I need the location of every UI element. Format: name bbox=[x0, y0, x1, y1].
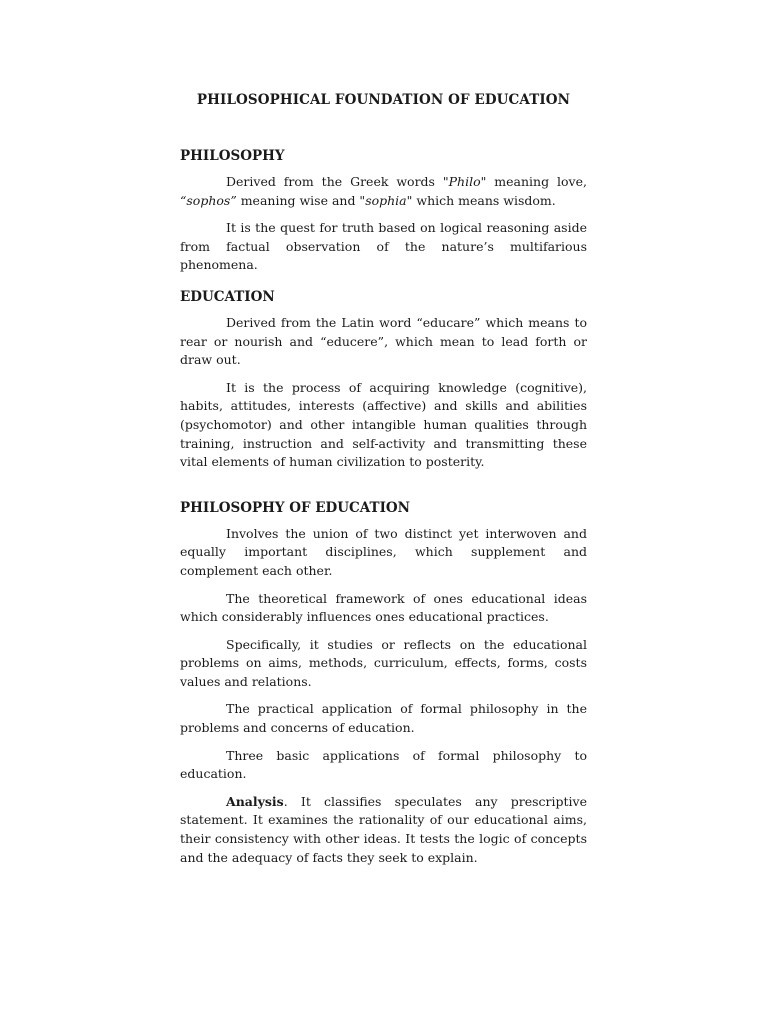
poe-paragraph-analysis: Analysis. It classifies speculates any prescriptive statement. It examines the rationality of our educational aims, their consistency with other ideas. It tests the logic of concepts and the adequacy of facts they seek to explain. bbox=[180, 793, 587, 865]
heading-education: EDUCATION bbox=[180, 288, 275, 305]
term-sophia: sophia bbox=[365, 192, 407, 208]
term-analysis: Analysis bbox=[226, 793, 284, 809]
heading-philosophy-of-education: PHILOSOPHY OF EDUCATION bbox=[180, 499, 410, 516]
poe-paragraph-2: The theoretical framework of ones educational ideas which considerably influences ones educational practices. bbox=[180, 590, 587, 625]
philosophy-paragraph-2: It is the quest for truth based on logical reasoning aside from factual observation of the nature’s multifarious phenomena. bbox=[180, 220, 587, 273]
education-paragraph-2: It is the process of acquiring knowledge (cognitive), habits, attitudes, interests (affective) and skills and abilities (psychomotor) and other intangible human qualities through training, instruction and self-activity and transmitting these vital elements of human civilization to posterity. bbox=[180, 379, 587, 470]
poe-paragraph-1: Involves the union of two distinct yet interwoven and equally important disciplines, which supplement and complement each other. bbox=[180, 525, 587, 578]
term-philo: Philo bbox=[448, 174, 481, 189]
term-sophos: “sophos” bbox=[180, 192, 237, 208]
document-page bbox=[180, 92, 587, 876]
heading-philosophy: PHILOSOPHY bbox=[180, 148, 285, 164]
poe-paragraph-3: Specifically, it studies or reflects on the educational problems on aims, methods, curriculum, effects, forms, costs values and relations. bbox=[180, 636, 587, 689]
poe-paragraph-5: Three basic applications of formal philosophy to education. bbox=[180, 747, 587, 782]
poe-paragraph-4: The practical application of formal philosophy in the problems and concerns of education. bbox=[180, 701, 587, 736]
education-paragraph-1: Derived from the Latin word “educare” which means to rear or nourish and “educere”, which mean to lead forth or draw out. bbox=[180, 314, 587, 368]
philosophy-paragraph-1: Derived from the Greek words "Philo" meaning love, “sophos” meaning wise and "sophia" which means wisdom. bbox=[180, 174, 587, 208]
document-title: PHILOSOPHICAL FOUNDATION OF EDUCATION bbox=[196, 92, 571, 108]
